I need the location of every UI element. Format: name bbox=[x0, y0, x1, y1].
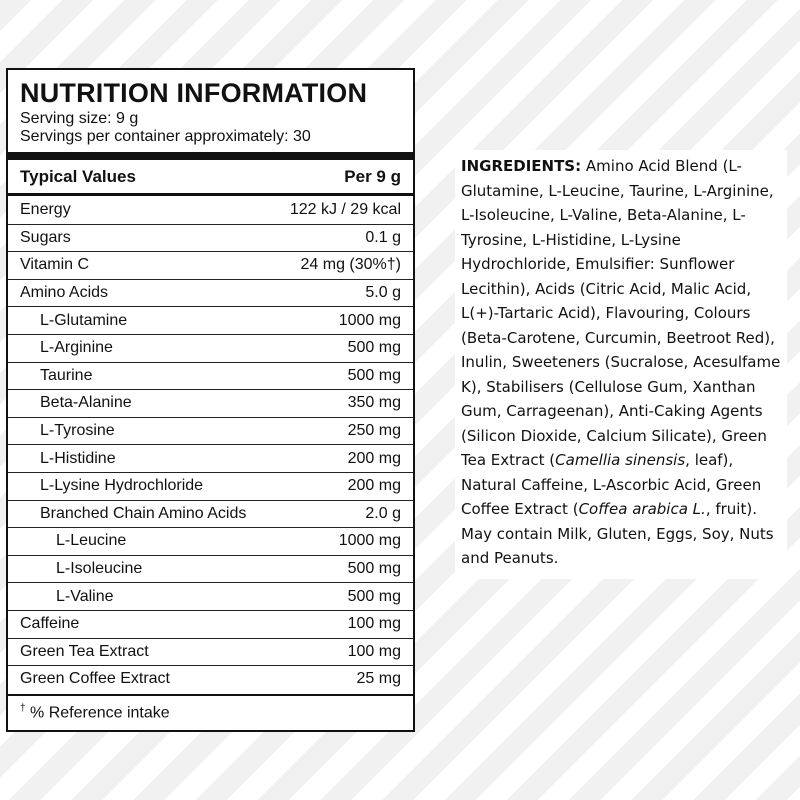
nutrient-name: Taurine bbox=[40, 366, 93, 384]
nutrient-value: 25 mg bbox=[356, 670, 401, 688]
nutrient-name: L-Isoleucine bbox=[56, 560, 143, 578]
nutrient-value: 24 mg (30%†) bbox=[300, 256, 401, 274]
nutrient-value: 0.1 g bbox=[365, 228, 401, 246]
table-row bbox=[8, 638, 413, 666]
table-row bbox=[8, 224, 413, 252]
table-row bbox=[8, 527, 413, 555]
nutrient-value: 500 mg bbox=[347, 339, 401, 357]
table-row bbox=[8, 444, 413, 472]
nutrition-title: NUTRITION INFORMATION bbox=[20, 78, 368, 108]
nutrient-name: Green Tea Extract bbox=[20, 642, 149, 660]
nutrition-panel bbox=[6, 68, 415, 732]
nutrient-value: 100 mg bbox=[347, 615, 401, 633]
nutrient-name: Sugars bbox=[20, 228, 71, 246]
nutrient-name: L-Histidine bbox=[40, 449, 116, 467]
nutrient-value: 200 mg bbox=[347, 449, 401, 467]
header-divider-bar bbox=[8, 152, 413, 160]
nutrient-name: L-Valine bbox=[56, 587, 114, 605]
typical-values-header: Typical Values bbox=[20, 166, 136, 186]
table-row bbox=[8, 417, 413, 445]
table-row bbox=[8, 196, 413, 224]
nutrient-name: Beta-Alanine bbox=[40, 394, 132, 412]
nutrient-name: Green Coffee Extract bbox=[20, 670, 170, 688]
table-header-row bbox=[8, 160, 413, 193]
ingredients-text: , fruit). May contain Milk, Gluten, Eggs, Soy, Nuts and Peanuts. bbox=[461, 500, 774, 567]
nutrient-name: Branched Chain Amino Acids bbox=[40, 504, 247, 522]
ingredients-label: INGREDIENTS: bbox=[461, 157, 582, 175]
footer-divider-bar bbox=[8, 694, 413, 696]
nutrient-value: 100 mg bbox=[347, 642, 401, 660]
ingredients-latin-name: Camellia sinensis bbox=[555, 451, 686, 469]
table-row bbox=[8, 610, 413, 638]
ingredients-text: , leaf), Natural Caffeine, L-Ascorbic Acid, Green Coffee Extract ( bbox=[461, 451, 762, 518]
ingredients-text: Amino Acid Blend (L-Glutamine, L-Leucine, Taurine, L-Arginine, L-Isoleucine, L-Valine, Beta-Alanine, L-Tyrosine, L-Histidine, L-Lysine Hydrochloride, Emulsifier: Sunflower Lecithin), Acids (Citric Acid, Malic Acid, L(+)-Tartaric Acid), Flavouring, Colours (Beta-Carotene, Curcumin, Beetroot Red), Inulin, Sweeteners (Sucralose, Acesulfame K), Stabilisers (Cellulose Gum, Xanthan Gum, Carrageenan), Anti-Caking Agents (Silicon Dioxide, Calcium Silicate), Green Tea Extract ( bbox=[461, 157, 781, 469]
per-serving-header: Per 9 g bbox=[344, 166, 401, 186]
table-row bbox=[8, 389, 413, 417]
nutrient-value: 500 mg bbox=[347, 587, 401, 605]
nutrient-value: 500 mg bbox=[347, 560, 401, 578]
footnote-text: % Reference intake bbox=[30, 704, 170, 722]
nutrient-name: L-Leucine bbox=[56, 532, 127, 550]
table-row bbox=[8, 279, 413, 307]
nutrient-value: 1000 mg bbox=[338, 311, 401, 329]
nutrient-value: 250 mg bbox=[347, 422, 401, 440]
reference-intake-footnote bbox=[20, 703, 170, 722]
nutrient-name: Caffeine bbox=[20, 615, 80, 633]
table-row bbox=[8, 362, 413, 390]
nutrient-value: 350 mg bbox=[347, 394, 401, 412]
nutrient-name: L-Lysine Hydrochloride bbox=[40, 477, 204, 495]
table-row bbox=[8, 334, 413, 362]
nutrient-name: L-Tyrosine bbox=[40, 422, 115, 440]
nutrient-value: 500 mg bbox=[347, 366, 401, 384]
table-row bbox=[8, 665, 413, 693]
table-row bbox=[8, 582, 413, 610]
nutrient-value: 1000 mg bbox=[338, 532, 401, 550]
table-row bbox=[8, 306, 413, 334]
ingredients-block bbox=[455, 150, 787, 579]
table-row bbox=[8, 500, 413, 528]
serving-size: Serving size: 9 g bbox=[20, 110, 139, 127]
dagger-mark: † bbox=[20, 703, 26, 714]
nutrient-value: 200 mg bbox=[347, 477, 401, 495]
nutrient-value: 5.0 g bbox=[365, 284, 401, 302]
nutrient-name: Energy bbox=[20, 200, 71, 218]
nutrient-name: Vitamin C bbox=[20, 256, 90, 274]
servings-per-container: Servings per container approximately: 30 bbox=[20, 128, 311, 145]
table-row bbox=[8, 472, 413, 500]
nutrient-name: L-Arginine bbox=[40, 339, 113, 357]
nutrient-name: L-Glutamine bbox=[40, 311, 128, 329]
table-row bbox=[8, 555, 413, 583]
nutrient-value: 2.0 g bbox=[365, 504, 401, 522]
ingredients-latin-name: Coffea arabica L. bbox=[578, 500, 706, 518]
nutrition-table-body bbox=[8, 196, 413, 693]
nutrient-name: Amino Acids bbox=[20, 284, 109, 302]
table-row bbox=[8, 251, 413, 279]
nutrient-value: 122 kJ / 29 kcal bbox=[289, 200, 401, 218]
